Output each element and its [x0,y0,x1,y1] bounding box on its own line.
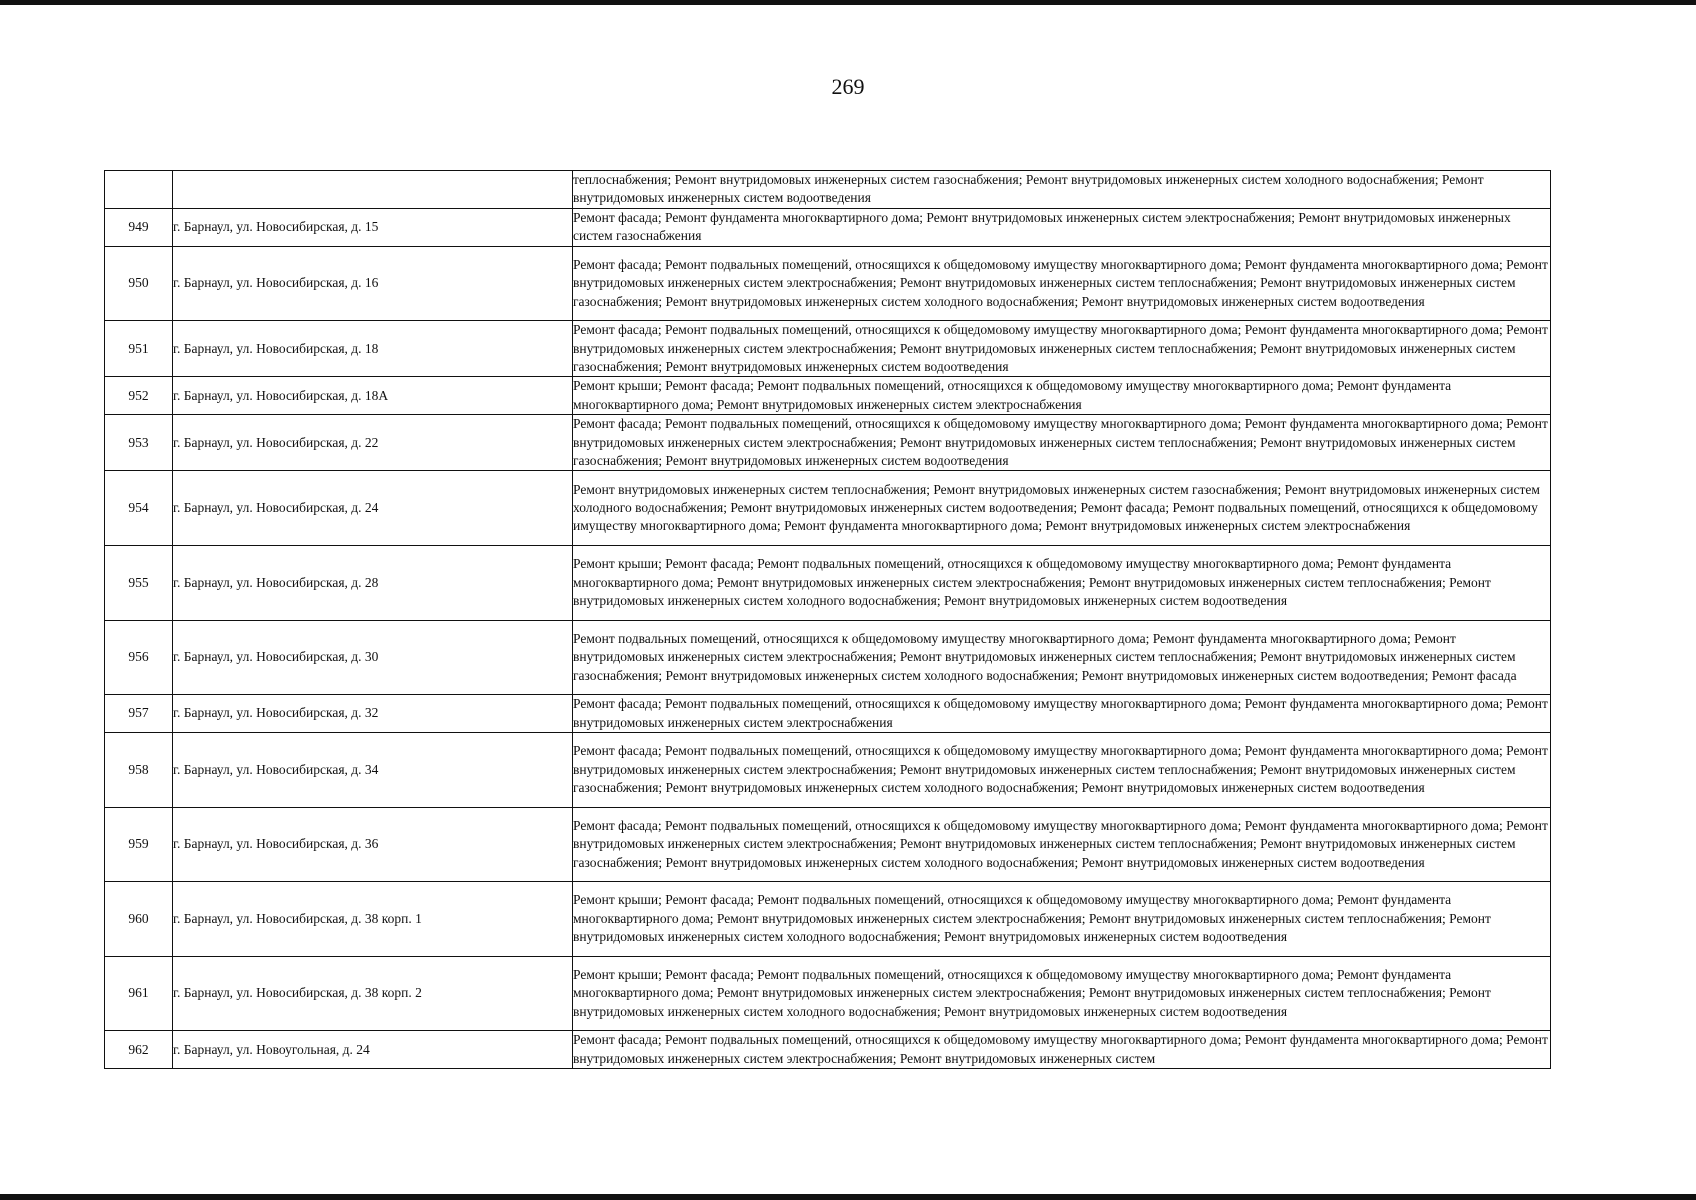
table-row [105,415,1551,471]
row-works: Ремонт внутридомовых инженерных систем теплоснабжения; Ремонт внутридомовых инженерных систем газоснабжения; Ремонт внутридомовых инженерных систем холодного водоснабжения; Ремонт внутридомовых инженерных систем водоотведения; Ремонт фасада; Ремонт подвальных помещений, относящихся к общедомовому имуществу многоквартирного дома; Ремонт фундамента многоквартирного дома; Ремонт внутридомовых инженерных систем электроснабжения [573,471,1551,546]
table-row [105,471,1551,546]
table-row [105,956,1551,1031]
row-works: Ремонт фасада; Ремонт подвальных помещений, относящихся к общедомовому имуществу многоквартирного дома; Ремонт фундамента многоквартирного дома; Ремонт внутридомовых инженерных систем электроснабжения; Ремонт внутридомовых инженерных систем теплоснабжения; Ремонт внутридомовых инженерных систем газоснабжения; Ремонт внутридомовых инженерных систем холодного водоснабжения; Ремонт внутридомовых инженерных систем водоотведения [573,807,1551,882]
row-address: г. Барнаул, ул. Новосибирская, д. 22 [173,415,573,471]
row-works: Ремонт фасада; Ремонт подвальных помещений, относящихся к общедомовому имуществу многоквартирного дома; Ремонт фундамента многоквартирного дома; Ремонт внутридомовых инженерных систем электроснабжения; Ремонт внутридомовых инженерных систем теплоснабжения; Ремонт внутридомовых инженерных систем газоснабжения; Ремонт внутридомовых инженерных систем холодного водоснабжения; Ремонт внутридомовых инженерных систем водоотведения [573,733,1551,808]
table-row [105,171,1551,209]
table-row [105,1031,1551,1069]
row-address: г. Барнаул, ул. Новосибирская, д. 18 [173,321,573,377]
row-address: г. Барнаул, ул. Новосибирская, д. 30 [173,620,573,695]
row-number: 960 [105,882,173,957]
row-works: Ремонт фасада; Ремонт подвальных помещений, относящихся к общедомовому имуществу многоквартирного дома; Ремонт фундамента многоквартирного дома; Ремонт внутридомовых инженерных систем электроснабжения; Ремонт внутридомовых инженерных систем [573,1031,1551,1069]
row-address: г. Барнаул, ул. Новосибирская, д. 38 корп. 1 [173,882,573,957]
row-address: г. Барнаул, ул. Новоугольная, д. 24 [173,1031,573,1069]
table-row [105,546,1551,621]
table-row [105,807,1551,882]
row-address: г. Барнаул, ул. Новосибирская, д. 16 [173,246,573,321]
row-works: Ремонт подвальных помещений, относящихся к общедомовому имуществу многоквартирного дома; Ремонт фундамента многоквартирного дома; Ремонт внутридомовых инженерных систем электроснабжения; Ремонт внутридомовых инженерных систем теплоснабжения; Ремонт внутридомовых инженерных систем газоснабжения; Ремонт внутридомовых инженерных систем холодного водоснабжения; Ремонт внутридомовых инженерных систем водоотведения; Ремонт фасада [573,620,1551,695]
row-number: 953 [105,415,173,471]
table-row [105,620,1551,695]
row-number: 961 [105,956,173,1031]
row-works: теплоснабжения; Ремонт внутридомовых инженерных систем газоснабжения; Ремонт внутридомовых инженерных систем холодного водоснабжения; Ремонт внутридомовых инженерных систем водоотведения [573,171,1551,209]
row-works: Ремонт крыши; Ремонт фасада; Ремонт подвальных помещений, относящихся к общедомовому имуществу многоквартирного дома; Ремонт фундамента многоквартирного дома; Ремонт внутридомовых инженерных систем электроснабжения; Ремонт внутридомовых инженерных систем теплоснабжения; Ремонт внутридомовых инженерных систем холодного водоснабжения; Ремонт внутридомовых инженерных систем водоотведения [573,882,1551,957]
row-works: Ремонт фасада; Ремонт подвальных помещений, относящихся к общедомовому имуществу многоквартирного дома; Ремонт фундамента многоквартирного дома; Ремонт внутридомовых инженерных систем электроснабжения; Ремонт внутридомовых инженерных систем теплоснабжения; Ремонт внутридомовых инженерных систем газоснабжения; Ремонт внутридомовых инженерных систем водоотведения [573,321,1551,377]
row-address: г. Барнаул, ул. Новосибирская, д. 18А [173,377,573,415]
row-number: 958 [105,733,173,808]
row-works: Ремонт фасада; Ремонт подвальных помещений, относящихся к общедомовому имуществу многоквартирного дома; Ремонт фундамента многоквартирного дома; Ремонт внутридомовых инженерных систем электроснабжения; Ремонт внутридомовых инженерных систем теплоснабжения; Ремонт внутридомовых инженерных систем газоснабжения; Ремонт внутридомовых инженерных систем холодного водоснабжения; Ремонт внутридомовых инженерных систем водоотведения [573,246,1551,321]
table-row [105,733,1551,808]
scan-edge-top [0,0,1696,5]
row-number: 955 [105,546,173,621]
row-works: Ремонт крыши; Ремонт фасада; Ремонт подвальных помещений, относящихся к общедомовому имуществу многоквартирного дома; Ремонт фундамента многоквартирного дома; Ремонт внутридомовых инженерных систем электроснабжения [573,377,1551,415]
row-number: 951 [105,321,173,377]
table-row [105,695,1551,733]
row-number: 959 [105,807,173,882]
row-address: г. Барнаул, ул. Новосибирская, д. 24 [173,471,573,546]
table-row [105,246,1551,321]
works-table-body [105,171,1551,1069]
row-number: 957 [105,695,173,733]
row-number: 952 [105,377,173,415]
table-row [105,321,1551,377]
table-row [105,882,1551,957]
works-table [104,170,1551,1069]
row-works: Ремонт фасада; Ремонт фундамента многоквартирного дома; Ремонт внутридомовых инженерных систем электроснабжения; Ремонт внутридомовых инженерных систем газоснабжения [573,208,1551,246]
row-number: 954 [105,471,173,546]
row-number: 949 [105,208,173,246]
row-number: 962 [105,1031,173,1069]
row-number [105,171,173,209]
scan-edge-bottom [0,1194,1696,1200]
row-address [173,171,573,209]
table-row [105,377,1551,415]
row-address: г. Барнаул, ул. Новосибирская, д. 36 [173,807,573,882]
row-address: г. Барнаул, ул. Новосибирская, д. 38 корп. 2 [173,956,573,1031]
row-address: г. Барнаул, ул. Новосибирская, д. 32 [173,695,573,733]
row-number: 956 [105,620,173,695]
table-row [105,208,1551,246]
row-works: Ремонт фасада; Ремонт подвальных помещений, относящихся к общедомовому имуществу многоквартирного дома; Ремонт фундамента многоквартирного дома; Ремонт внутридомовых инженерных систем электроснабжения [573,695,1551,733]
row-works: Ремонт крыши; Ремонт фасада; Ремонт подвальных помещений, относящихся к общедомовому имуществу многоквартирного дома; Ремонт фундамента многоквартирного дома; Ремонт внутридомовых инженерных систем электроснабжения; Ремонт внутридомовых инженерных систем теплоснабжения; Ремонт внутридомовых инженерных систем холодного водоснабжения; Ремонт внутридомовых инженерных систем водоотведения [573,546,1551,621]
row-works: Ремонт крыши; Ремонт фасада; Ремонт подвальных помещений, относящихся к общедомовому имуществу многоквартирного дома; Ремонт фундамента многоквартирного дома; Ремонт внутридомовых инженерных систем электроснабжения; Ремонт внутридомовых инженерных систем теплоснабжения; Ремонт внутридомовых инженерных систем холодного водоснабжения; Ремонт внутридомовых инженерных систем водоотведения [573,956,1551,1031]
row-number: 950 [105,246,173,321]
row-works: Ремонт фасада; Ремонт подвальных помещений, относящихся к общедомовому имуществу многоквартирного дома; Ремонт фундамента многоквартирного дома; Ремонт внутридомовых инженерных систем электроснабжения; Ремонт внутридомовых инженерных систем теплоснабжения; Ремонт внутридомовых инженерных систем газоснабжения; Ремонт внутридомовых инженерных систем водоотведения [573,415,1551,471]
row-address: г. Барнаул, ул. Новосибирская, д. 15 [173,208,573,246]
row-address: г. Барнаул, ул. Новосибирская, д. 34 [173,733,573,808]
row-address: г. Барнаул, ул. Новосибирская, д. 28 [173,546,573,621]
page-number: 269 [831,74,865,99]
